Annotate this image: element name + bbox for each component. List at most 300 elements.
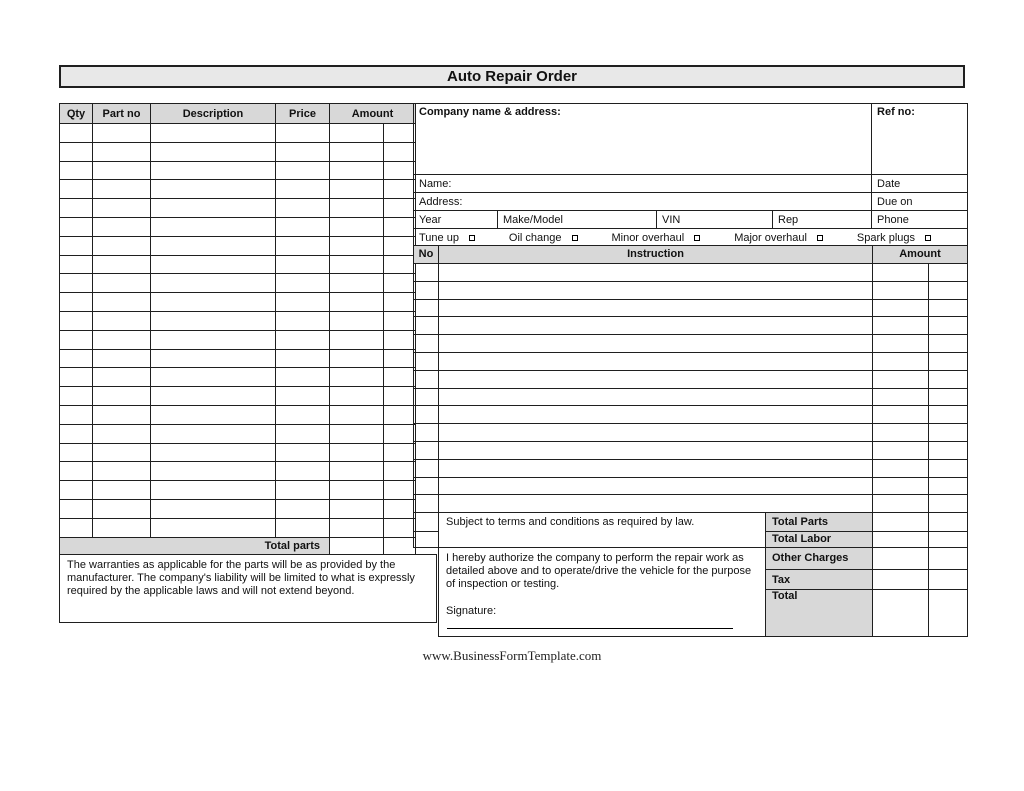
parts-empty-cell[interactable] [276, 518, 330, 537]
parts-empty-cell[interactable] [384, 387, 416, 406]
name-label: Name: [419, 177, 452, 190]
spark-plugs-label: Spark plugs [856, 231, 915, 244]
parts-empty-cell[interactable] [151, 424, 276, 443]
address-field[interactable] [414, 193, 872, 211]
parts-empty-cell[interactable] [93, 443, 151, 462]
parts-empty-cell[interactable] [60, 274, 93, 293]
parts-row [60, 161, 416, 180]
address-label: Address: [419, 195, 463, 208]
instruction-row [414, 335, 968, 353]
parts-empty-cell[interactable] [384, 142, 416, 161]
instruction-empty-cell[interactable] [414, 352, 439, 370]
parts-row [60, 236, 416, 255]
oil-change-option [509, 232, 578, 244]
parts-empty-cell[interactable] [60, 161, 93, 180]
instruction-empty-cell[interactable] [873, 335, 929, 353]
instruction-empty-cell[interactable] [439, 281, 873, 299]
parts-header-description: Description [151, 104, 276, 124]
parts-empty-cell[interactable] [93, 499, 151, 518]
parts-empty-cell[interactable] [276, 481, 330, 500]
parts-empty-cell[interactable] [276, 217, 330, 236]
year-field[interactable] [414, 211, 498, 229]
total-parts-value-cell[interactable] [873, 512, 929, 531]
due-on-label: Due on [877, 195, 913, 208]
total-labor-cents-cell[interactable] [929, 531, 968, 547]
instruction-row [414, 299, 968, 317]
parts-empty-cell[interactable] [276, 349, 330, 368]
instruction-empty-cell[interactable] [414, 299, 439, 317]
parts-table [59, 103, 416, 555]
parts-empty-cell[interactable] [276, 180, 330, 199]
instruction-empty-cell[interactable] [929, 459, 968, 477]
parts-empty-cell[interactable] [330, 255, 384, 274]
parts-empty-cell[interactable] [151, 330, 276, 349]
instruction-empty-cell[interactable] [873, 264, 929, 282]
parts-empty-cell[interactable] [151, 236, 276, 255]
instruction-empty-cell[interactable] [873, 441, 929, 459]
instruction-empty-cell[interactable] [873, 370, 929, 388]
instruction-row [414, 441, 968, 459]
parts-empty-cell[interactable] [93, 255, 151, 274]
instruction-row [414, 477, 968, 495]
parts-empty-cell[interactable] [151, 481, 276, 500]
parts-empty-cell[interactable] [276, 387, 330, 406]
tax-label: Tax [766, 570, 873, 589]
instruction-empty-cell[interactable] [873, 352, 929, 370]
ref-no-label: Ref no: [877, 106, 915, 118]
date-field[interactable] [872, 175, 968, 193]
instructions-header-no: No [414, 245, 439, 264]
instruction-empty-cell[interactable] [414, 424, 439, 442]
instruction-empty-cell[interactable] [929, 495, 968, 513]
instruction-empty-cell[interactable] [439, 459, 873, 477]
parts-empty-cell[interactable] [60, 481, 93, 500]
parts-row [60, 217, 416, 236]
instruction-empty-cell[interactable] [439, 317, 873, 335]
parts-empty-cell[interactable] [384, 161, 416, 180]
instruction-empty-cell[interactable] [439, 264, 873, 282]
total-parts-label: Total parts [60, 537, 330, 554]
due-on-field[interactable] [872, 193, 968, 211]
parts-empty-cell[interactable] [276, 368, 330, 387]
instruction-empty-cell[interactable] [414, 335, 439, 353]
parts-empty-cell[interactable] [151, 462, 276, 481]
parts-row [60, 311, 416, 330]
other-charges-cents-cell[interactable] [929, 547, 968, 570]
minor-overhaul-checkbox[interactable] [694, 235, 700, 241]
total-cents-cell[interactable] [929, 589, 968, 636]
instruction-row [414, 424, 968, 442]
parts-empty-cell[interactable] [93, 124, 151, 143]
parts-empty-cell[interactable] [60, 349, 93, 368]
instruction-empty-cell[interactable] [873, 406, 929, 424]
instruction-row [414, 317, 968, 335]
no-empty-cell[interactable] [414, 512, 439, 531]
instruction-empty-cell[interactable] [439, 352, 873, 370]
parts-empty-cell[interactable] [60, 330, 93, 349]
parts-empty-cell[interactable] [384, 405, 416, 424]
parts-empty-cell[interactable] [151, 293, 276, 312]
parts-empty-cell[interactable] [151, 387, 276, 406]
parts-empty-cell[interactable] [276, 255, 330, 274]
instruction-empty-cell[interactable] [439, 335, 873, 353]
customer-vehicle-table [413, 103, 968, 247]
instruction-row [414, 281, 968, 299]
parts-row [60, 424, 416, 443]
instruction-empty-cell[interactable] [929, 388, 968, 406]
parts-empty-cell[interactable] [276, 236, 330, 255]
parts-empty-cell[interactable] [384, 255, 416, 274]
instruction-empty-cell[interactable] [439, 495, 873, 513]
parts-empty-cell[interactable] [93, 481, 151, 500]
parts-empty-cell[interactable] [330, 142, 384, 161]
parts-empty-cell[interactable] [151, 274, 276, 293]
instruction-row [414, 406, 968, 424]
instruction-empty-cell[interactable] [873, 459, 929, 477]
instruction-empty-cell[interactable] [414, 477, 439, 495]
parts-empty-cell[interactable] [384, 443, 416, 462]
parts-empty-cell[interactable] [330, 349, 384, 368]
parts-empty-cell[interactable] [384, 217, 416, 236]
parts-empty-cell[interactable] [330, 199, 384, 218]
parts-empty-cell[interactable] [93, 236, 151, 255]
parts-empty-cell[interactable] [93, 330, 151, 349]
instruction-empty-cell[interactable] [873, 317, 929, 335]
instruction-empty-cell[interactable] [414, 406, 439, 424]
parts-empty-cell[interactable] [93, 142, 151, 161]
tune-up-checkbox[interactable] [469, 235, 475, 241]
instruction-empty-cell[interactable] [439, 388, 873, 406]
parts-empty-cell[interactable] [151, 124, 276, 143]
parts-empty-cell[interactable] [60, 199, 93, 218]
parts-empty-cell[interactable] [330, 236, 384, 255]
vin-label: VIN [662, 213, 681, 226]
instruction-empty-cell[interactable] [929, 441, 968, 459]
parts-empty-cell[interactable] [93, 405, 151, 424]
parts-empty-cell[interactable] [330, 405, 384, 424]
phone-label: Phone [877, 213, 909, 226]
parts-empty-cell[interactable] [60, 499, 93, 518]
parts-empty-cell[interactable] [384, 293, 416, 312]
make-model-label: Make/Model [503, 213, 563, 226]
instructions-header-amount: Amount [873, 245, 968, 264]
parts-empty-cell[interactable] [60, 443, 93, 462]
warranty-text: The warranties as applicable for the parts will be as provided by the manufacturer. The company's liability will be limited to what is expressly required by the applicable laws and will not extend beyond. [59, 554, 437, 623]
parts-empty-cell[interactable] [151, 180, 276, 199]
parts-empty-cell[interactable] [276, 142, 330, 161]
parts-empty-cell[interactable] [93, 311, 151, 330]
tax-cents-cell[interactable] [929, 570, 968, 589]
parts-empty-cell[interactable] [60, 424, 93, 443]
parts-empty-cell[interactable] [151, 499, 276, 518]
instruction-empty-cell[interactable] [439, 441, 873, 459]
parts-row [60, 481, 416, 500]
parts-empty-cell[interactable] [384, 462, 416, 481]
instructions-table [413, 245, 968, 514]
instruction-row [414, 264, 968, 282]
tax-value-cell[interactable] [873, 570, 929, 589]
form-title-bar [59, 65, 965, 88]
parts-empty-cell[interactable] [330, 330, 384, 349]
parts-empty-cell[interactable] [60, 255, 93, 274]
parts-empty-cell[interactable] [384, 349, 416, 368]
parts-row [60, 518, 416, 537]
parts-empty-cell[interactable] [93, 161, 151, 180]
parts-empty-cell[interactable] [93, 518, 151, 537]
parts-empty-cell[interactable] [330, 387, 384, 406]
phone-field[interactable] [872, 211, 968, 229]
parts-empty-cell[interactable] [384, 499, 416, 518]
parts-empty-cell[interactable] [330, 274, 384, 293]
parts-empty-cell[interactable] [60, 311, 93, 330]
instruction-empty-cell[interactable] [929, 281, 968, 299]
total-parts-row [60, 537, 416, 554]
parts-empty-cell[interactable] [384, 311, 416, 330]
rep-field[interactable] [773, 211, 872, 229]
parts-empty-cell[interactable] [276, 330, 330, 349]
major-overhaul-option [734, 232, 823, 244]
parts-header-price: Price [276, 104, 330, 124]
instruction-empty-cell[interactable] [414, 370, 439, 388]
instruction-empty-cell[interactable] [873, 299, 929, 317]
parts-empty-cell[interactable] [60, 293, 93, 312]
parts-empty-cell[interactable] [276, 405, 330, 424]
year-label: Year [419, 213, 442, 226]
total-labor-value-cell[interactable] [873, 531, 929, 547]
repair-order-form [59, 103, 967, 624]
date-label: Date [877, 177, 901, 190]
instruction-empty-cell[interactable] [439, 424, 873, 442]
instruction-empty-cell[interactable] [873, 495, 929, 513]
parts-empty-cell[interactable] [93, 293, 151, 312]
instruction-row [414, 495, 968, 513]
parts-empty-cell[interactable] [384, 518, 416, 537]
parts-empty-cell[interactable] [151, 255, 276, 274]
parts-empty-cell[interactable] [151, 217, 276, 236]
instruction-empty-cell[interactable] [873, 388, 929, 406]
parts-empty-cell[interactable] [384, 368, 416, 387]
authorization-text: I hereby authorize the company to perform the repair work as detailed above and to operate/drive the vehicle for the purpose of inspection or testing. [446, 551, 752, 591]
parts-empty-cell[interactable] [276, 499, 330, 518]
signature-row [446, 605, 758, 632]
instructions-header-instruction: Instruction [439, 245, 873, 264]
company-name-address-field[interactable] [414, 104, 872, 175]
parts-empty-cell[interactable] [93, 387, 151, 406]
parts-empty-cell[interactable] [93, 199, 151, 218]
parts-empty-cell[interactable] [330, 368, 384, 387]
make-model-field[interactable] [498, 211, 657, 229]
instruction-empty-cell[interactable] [929, 370, 968, 388]
oil-change-label: Oil change [508, 231, 562, 244]
parts-row [60, 462, 416, 481]
parts-empty-cell[interactable] [276, 293, 330, 312]
parts-empty-cell[interactable] [330, 443, 384, 462]
parts-empty-cell[interactable] [330, 499, 384, 518]
instruction-empty-cell[interactable] [873, 477, 929, 495]
parts-empty-cell[interactable] [276, 161, 330, 180]
instruction-row [414, 352, 968, 370]
parts-empty-cell[interactable] [60, 142, 93, 161]
parts-empty-cell[interactable] [276, 124, 330, 143]
parts-empty-cell[interactable] [276, 424, 330, 443]
parts-row [60, 255, 416, 274]
oil-change-checkbox[interactable] [572, 235, 578, 241]
parts-row [60, 499, 416, 518]
spark-plugs-checkbox[interactable] [925, 235, 931, 241]
parts-row [60, 180, 416, 199]
parts-empty-cell[interactable] [151, 518, 276, 537]
parts-empty-cell[interactable] [60, 462, 93, 481]
parts-empty-cell[interactable] [60, 236, 93, 255]
parts-empty-cell[interactable] [60, 387, 93, 406]
parts-empty-cell[interactable] [93, 462, 151, 481]
instruction-empty-cell[interactable] [414, 459, 439, 477]
tune-up-label: Tune up [419, 231, 459, 244]
minor-overhaul-label: Minor overhaul [611, 231, 685, 244]
major-overhaul-checkbox[interactable] [817, 235, 823, 241]
parts-empty-cell[interactable] [330, 481, 384, 500]
parts-empty-cell[interactable] [151, 368, 276, 387]
parts-empty-cell[interactable] [330, 161, 384, 180]
parts-row [60, 293, 416, 312]
authorization-cell [439, 547, 766, 636]
total-labor-label: Total Labor [766, 531, 873, 547]
ref-no-field[interactable] [872, 104, 968, 175]
parts-empty-cell[interactable] [151, 405, 276, 424]
parts-empty-cell[interactable] [93, 274, 151, 293]
total-value-cell[interactable] [873, 589, 929, 636]
parts-empty-cell[interactable] [330, 424, 384, 443]
parts-empty-cell[interactable] [330, 180, 384, 199]
total-parts-amount-cents-cell[interactable] [384, 537, 416, 554]
parts-row [60, 330, 416, 349]
parts-empty-cell[interactable] [276, 443, 330, 462]
parts-empty-cell[interactable] [151, 349, 276, 368]
parts-row [60, 274, 416, 293]
parts-row [60, 443, 416, 462]
instruction-empty-cell[interactable] [439, 370, 873, 388]
parts-empty-cell[interactable] [60, 368, 93, 387]
total-parts-amount-cell[interactable] [330, 537, 384, 554]
instruction-empty-cell[interactable] [439, 299, 873, 317]
page-title: Auto Repair Order [446, 68, 578, 85]
signature-line[interactable] [447, 617, 733, 629]
parts-row [60, 142, 416, 161]
instruction-empty-cell[interactable] [414, 264, 439, 282]
minor-overhaul-option [611, 232, 700, 244]
parts-empty-cell[interactable] [384, 180, 416, 199]
other-charges-label: Other Charges [766, 547, 873, 570]
spark-plugs-option [857, 232, 931, 244]
instruction-empty-cell[interactable] [929, 352, 968, 370]
parts-empty-cell[interactable] [60, 217, 93, 236]
instruction-empty-cell[interactable] [929, 264, 968, 282]
parts-empty-cell[interactable] [384, 236, 416, 255]
no-empty-cell[interactable] [414, 531, 439, 547]
parts-empty-cell[interactable] [276, 462, 330, 481]
name-field[interactable] [414, 175, 872, 193]
parts-empty-cell[interactable] [276, 274, 330, 293]
parts-row [60, 368, 416, 387]
parts-empty-cell[interactable] [60, 518, 93, 537]
parts-header-amount: Amount [330, 104, 416, 124]
parts-empty-cell[interactable] [151, 199, 276, 218]
parts-empty-cell[interactable] [93, 180, 151, 199]
total-label: Total [766, 589, 873, 636]
instruction-empty-cell[interactable] [873, 424, 929, 442]
parts-empty-cell[interactable] [276, 199, 330, 218]
other-charges-value-cell[interactable] [873, 547, 929, 570]
instruction-row [414, 370, 968, 388]
parts-empty-cell[interactable] [93, 424, 151, 443]
instruction-row [414, 459, 968, 477]
parts-empty-cell[interactable] [151, 311, 276, 330]
parts-empty-cell[interactable] [93, 217, 151, 236]
parts-empty-cell[interactable] [330, 217, 384, 236]
instruction-empty-cell[interactable] [414, 441, 439, 459]
instruction-empty-cell[interactable] [929, 299, 968, 317]
parts-empty-cell[interactable] [330, 124, 384, 143]
instruction-empty-cell[interactable] [929, 317, 968, 335]
instruction-empty-cell[interactable] [929, 335, 968, 353]
instruction-empty-cell[interactable] [439, 477, 873, 495]
total-parts-total-label: Total Parts [766, 512, 873, 531]
signature-label: Signature: [446, 604, 497, 617]
parts-header-partno: Part no [93, 104, 151, 124]
instruction-empty-cell[interactable] [929, 424, 968, 442]
instruction-empty-cell[interactable] [439, 406, 873, 424]
vin-field[interactable] [657, 211, 773, 229]
service-options-row [414, 232, 967, 244]
parts-empty-cell[interactable] [330, 311, 384, 330]
parts-empty-cell[interactable] [60, 405, 93, 424]
parts-row [60, 387, 416, 406]
parts-empty-cell[interactable] [384, 424, 416, 443]
company-name-address-label: Company name & address: [419, 106, 561, 118]
instruction-empty-cell[interactable] [414, 281, 439, 299]
tune-up-option [419, 232, 475, 244]
instruction-empty-cell[interactable] [873, 281, 929, 299]
parts-empty-cell[interactable] [384, 481, 416, 500]
instruction-row [414, 388, 968, 406]
parts-empty-cell[interactable] [384, 330, 416, 349]
parts-empty-cell[interactable] [60, 124, 93, 143]
parts-empty-cell[interactable] [330, 518, 384, 537]
instruction-empty-cell[interactable] [929, 406, 968, 424]
parts-empty-cell[interactable] [276, 311, 330, 330]
parts-empty-cell[interactable] [60, 180, 93, 199]
totals-authorization-table [413, 512, 968, 637]
parts-empty-cell[interactable] [384, 274, 416, 293]
parts-empty-cell[interactable] [151, 443, 276, 462]
instruction-empty-cell[interactable] [414, 388, 439, 406]
instruction-empty-cell[interactable] [414, 317, 439, 335]
parts-row [60, 199, 416, 218]
parts-empty-cell[interactable] [151, 161, 276, 180]
parts-empty-cell[interactable] [93, 349, 151, 368]
parts-empty-cell[interactable] [330, 462, 384, 481]
parts-empty-cell[interactable] [384, 199, 416, 218]
parts-empty-cell[interactable] [384, 124, 416, 143]
parts-header-qty: Qty [60, 104, 93, 124]
total-parts-cents-cell[interactable] [929, 512, 968, 531]
parts-empty-cell[interactable] [93, 368, 151, 387]
parts-empty-cell[interactable] [151, 142, 276, 161]
instruction-empty-cell[interactable] [414, 495, 439, 513]
parts-row [60, 405, 416, 424]
parts-empty-cell[interactable] [330, 293, 384, 312]
instruction-empty-cell[interactable] [929, 477, 968, 495]
